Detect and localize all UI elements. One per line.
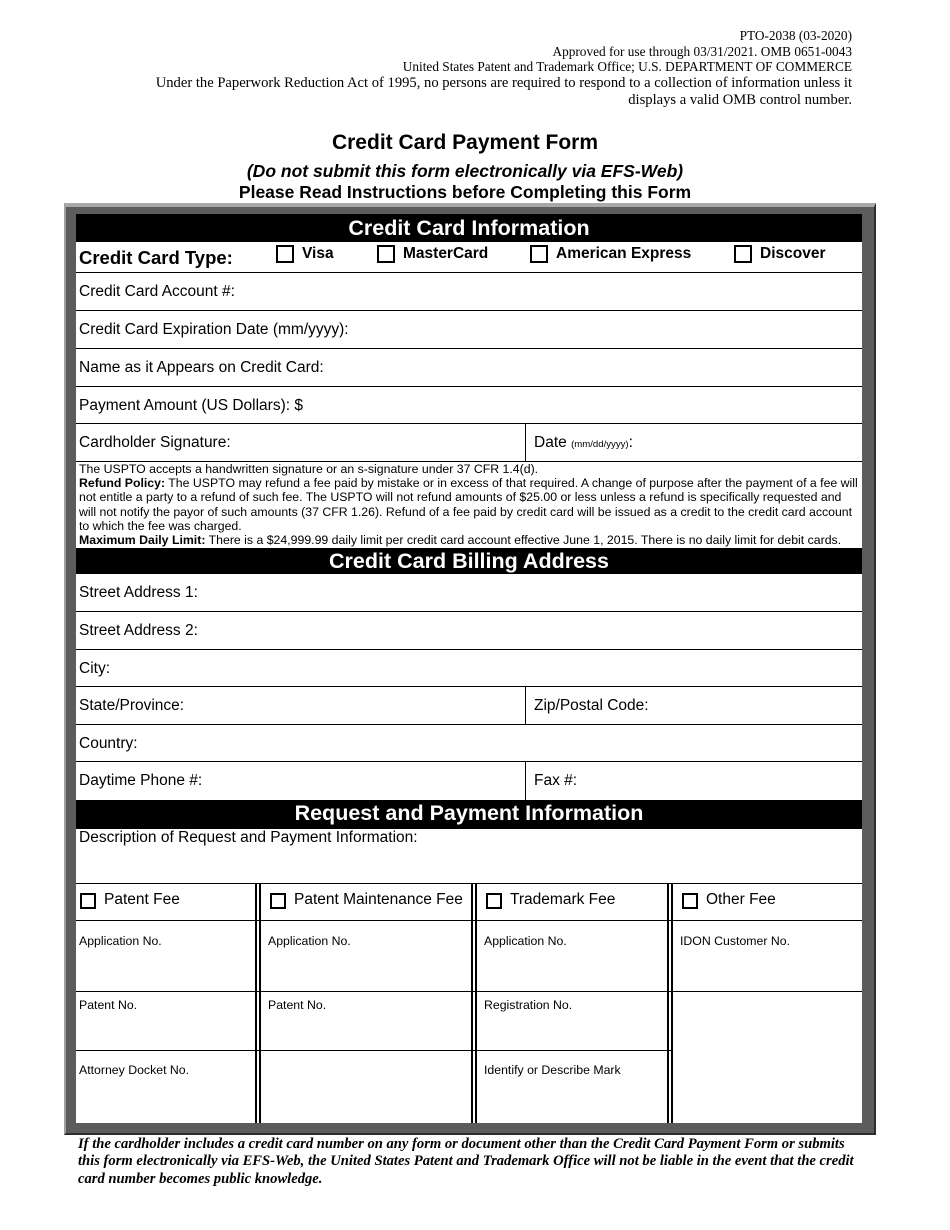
card-name-label: Name as it Appears on Credit Card: xyxy=(79,359,324,376)
patent-attorney-docket-label: Attorney Docket No. xyxy=(79,1063,190,1077)
policy-text xyxy=(79,462,861,547)
state-zip-row xyxy=(76,687,862,725)
trademark-fee-label: Trademark Fee xyxy=(510,891,616,908)
daily-limit: Maximum Daily Limit: There is a $24,999.99 daily limit per credit card account effective June 1, 2015. There is no daily limit for debit cards. xyxy=(79,533,842,548)
signature-date-label: Date (mm/dd/yyyy): xyxy=(534,434,633,451)
maintenance-fee-label: Patent Maintenance Fee xyxy=(294,891,463,908)
other-fee-checkbox[interactable] xyxy=(682,893,698,909)
payment-amount-label: Payment Amount (US Dollars): $ xyxy=(79,397,303,414)
form-subtitle-instructions: Please Read Instructions before Completing this Form xyxy=(238,182,692,202)
phone-fax-row xyxy=(76,762,862,800)
visa-checkbox[interactable] xyxy=(276,245,294,263)
paperwork-notice-line1: Under the Paperwork Reduction Act of 1995, no persons are required to respond to a collection of information unless it xyxy=(155,74,852,91)
maintenance-application-no-label: Application No. xyxy=(268,934,351,948)
street1-label: Street Address 1: xyxy=(79,584,198,601)
maintenance-fee-option[interactable] xyxy=(270,891,463,909)
approval-line: Approved for use through 03/31/2021. OMB 0651-0043 xyxy=(552,43,852,59)
street1-field[interactable] xyxy=(76,574,862,612)
amex-label: American Express xyxy=(556,245,692,262)
amex-checkbox[interactable] xyxy=(530,245,548,263)
fee-grid-line-2 xyxy=(76,1050,672,1051)
state-zip-divider xyxy=(525,687,526,724)
patent-fee-checkbox[interactable] xyxy=(80,893,96,909)
section-request-payment: Request and Payment Information xyxy=(76,800,862,829)
street2-field[interactable] xyxy=(76,612,862,650)
phone-label: Daytime Phone #: xyxy=(79,772,203,789)
payment-amount-field[interactable] xyxy=(76,387,862,424)
maintenance-fee-checkbox[interactable] xyxy=(270,893,286,909)
form-subtitle-efs: (Do not submit this form electronically via EFS-Web) xyxy=(246,161,684,181)
amex-option[interactable] xyxy=(530,245,691,263)
patent-patent-no-label: Patent No. xyxy=(79,998,138,1012)
country-label: Country: xyxy=(79,735,138,752)
form-title: Credit Card Payment Form xyxy=(331,131,599,154)
signature-note: The USPTO accepts a handwritten signature or an s-signature under 37 CFR 1.4(d). xyxy=(79,462,539,476)
idon-customer-no-label: IDON Customer No. xyxy=(680,934,791,948)
refund-policy: Refund Policy: The USPTO may refund a fee paid by mistake or in excess of that required. A change of purpose after the payment of a fee will not entitle a party to a refund of such fee. The USPTO will not refund amounts of $25.00 or less unless a refund is specifically requested and will not notify the payor of such amounts (37 CFR 1.26). Refund of a fee paid by credit card will be issued as a credit to the credit card account to which the fee was charged. xyxy=(79,476,858,533)
card-type-label: Credit Card Type: xyxy=(79,247,233,268)
agency-line: United States Patent and Trademark Office; U.S. DEPARTMENT OF COMMERCE xyxy=(402,59,852,75)
trademark-fee-checkbox[interactable] xyxy=(486,893,502,909)
patent-fee-option[interactable] xyxy=(80,891,180,909)
trademark-application-no-label: Application No. xyxy=(484,934,567,948)
omb-header xyxy=(52,28,852,110)
trademark-fee-option[interactable] xyxy=(486,891,615,909)
other-fee-option[interactable] xyxy=(682,891,776,909)
city-field[interactable] xyxy=(76,650,862,687)
card-account-label: Credit Card Account #: xyxy=(79,283,235,300)
country-field[interactable] xyxy=(76,725,862,762)
description-label: Description of Request and Payment Information: xyxy=(79,829,418,846)
cardholder-signature-label: Cardholder Signature: xyxy=(79,434,231,451)
patent-fee-label: Patent Fee xyxy=(104,891,180,908)
description-field[interactable] xyxy=(76,829,862,884)
section-credit-card-info: Credit Card Information xyxy=(76,214,862,242)
mastercard-option[interactable] xyxy=(377,245,488,263)
phone-fax-divider xyxy=(525,762,526,800)
trademark-registration-no-label: Registration No. xyxy=(484,998,573,1012)
discover-option[interactable] xyxy=(734,245,825,263)
mastercard-label: MasterCard xyxy=(403,245,489,262)
card-expiration-label: Credit Card Expiration Date (mm/yyyy): xyxy=(79,321,349,338)
street2-label: Street Address 2: xyxy=(79,622,198,639)
discover-checkbox[interactable] xyxy=(734,245,752,263)
liability-disclaimer: If the cardholder includes a credit card number on any form or document other than the Credit Card Payment Form or submits this form electronically via EFS-Web, the United States Patent and Trademark Office will not be liable in the event that the credit card number becomes public knowledge. xyxy=(78,1136,854,1187)
card-name-field[interactable] xyxy=(76,349,862,387)
trademark-mark-label: Identify or Describe Mark xyxy=(484,1063,621,1077)
card-type-row xyxy=(76,242,862,273)
fee-grid-line-1b xyxy=(672,991,862,992)
city-label: City: xyxy=(79,660,110,677)
discover-label: Discover xyxy=(760,245,826,262)
state-label: State/Province: xyxy=(79,697,185,714)
card-expiration-field[interactable] xyxy=(76,311,862,349)
section-billing-address: Credit Card Billing Address xyxy=(76,548,862,574)
card-account-field[interactable] xyxy=(76,273,862,311)
other-fee-label: Other Fee xyxy=(706,891,776,908)
form-body xyxy=(76,214,862,1123)
fee-grid-line-1 xyxy=(76,991,672,992)
form-id: PTO-2038 (03-2020) xyxy=(739,28,852,43)
signature-row xyxy=(76,424,862,462)
patent-application-no-label: Application No. xyxy=(79,934,162,948)
fax-label: Fax #: xyxy=(534,772,578,789)
signature-divider xyxy=(525,424,526,461)
zip-label: Zip/Postal Code: xyxy=(534,697,649,714)
visa-option[interactable] xyxy=(276,245,334,263)
visa-label: Visa xyxy=(302,245,334,262)
paperwork-notice-line2: displays a valid OMB control number. xyxy=(628,92,852,109)
mastercard-checkbox[interactable] xyxy=(377,245,395,263)
maintenance-patent-no-label: Patent No. xyxy=(268,998,327,1012)
